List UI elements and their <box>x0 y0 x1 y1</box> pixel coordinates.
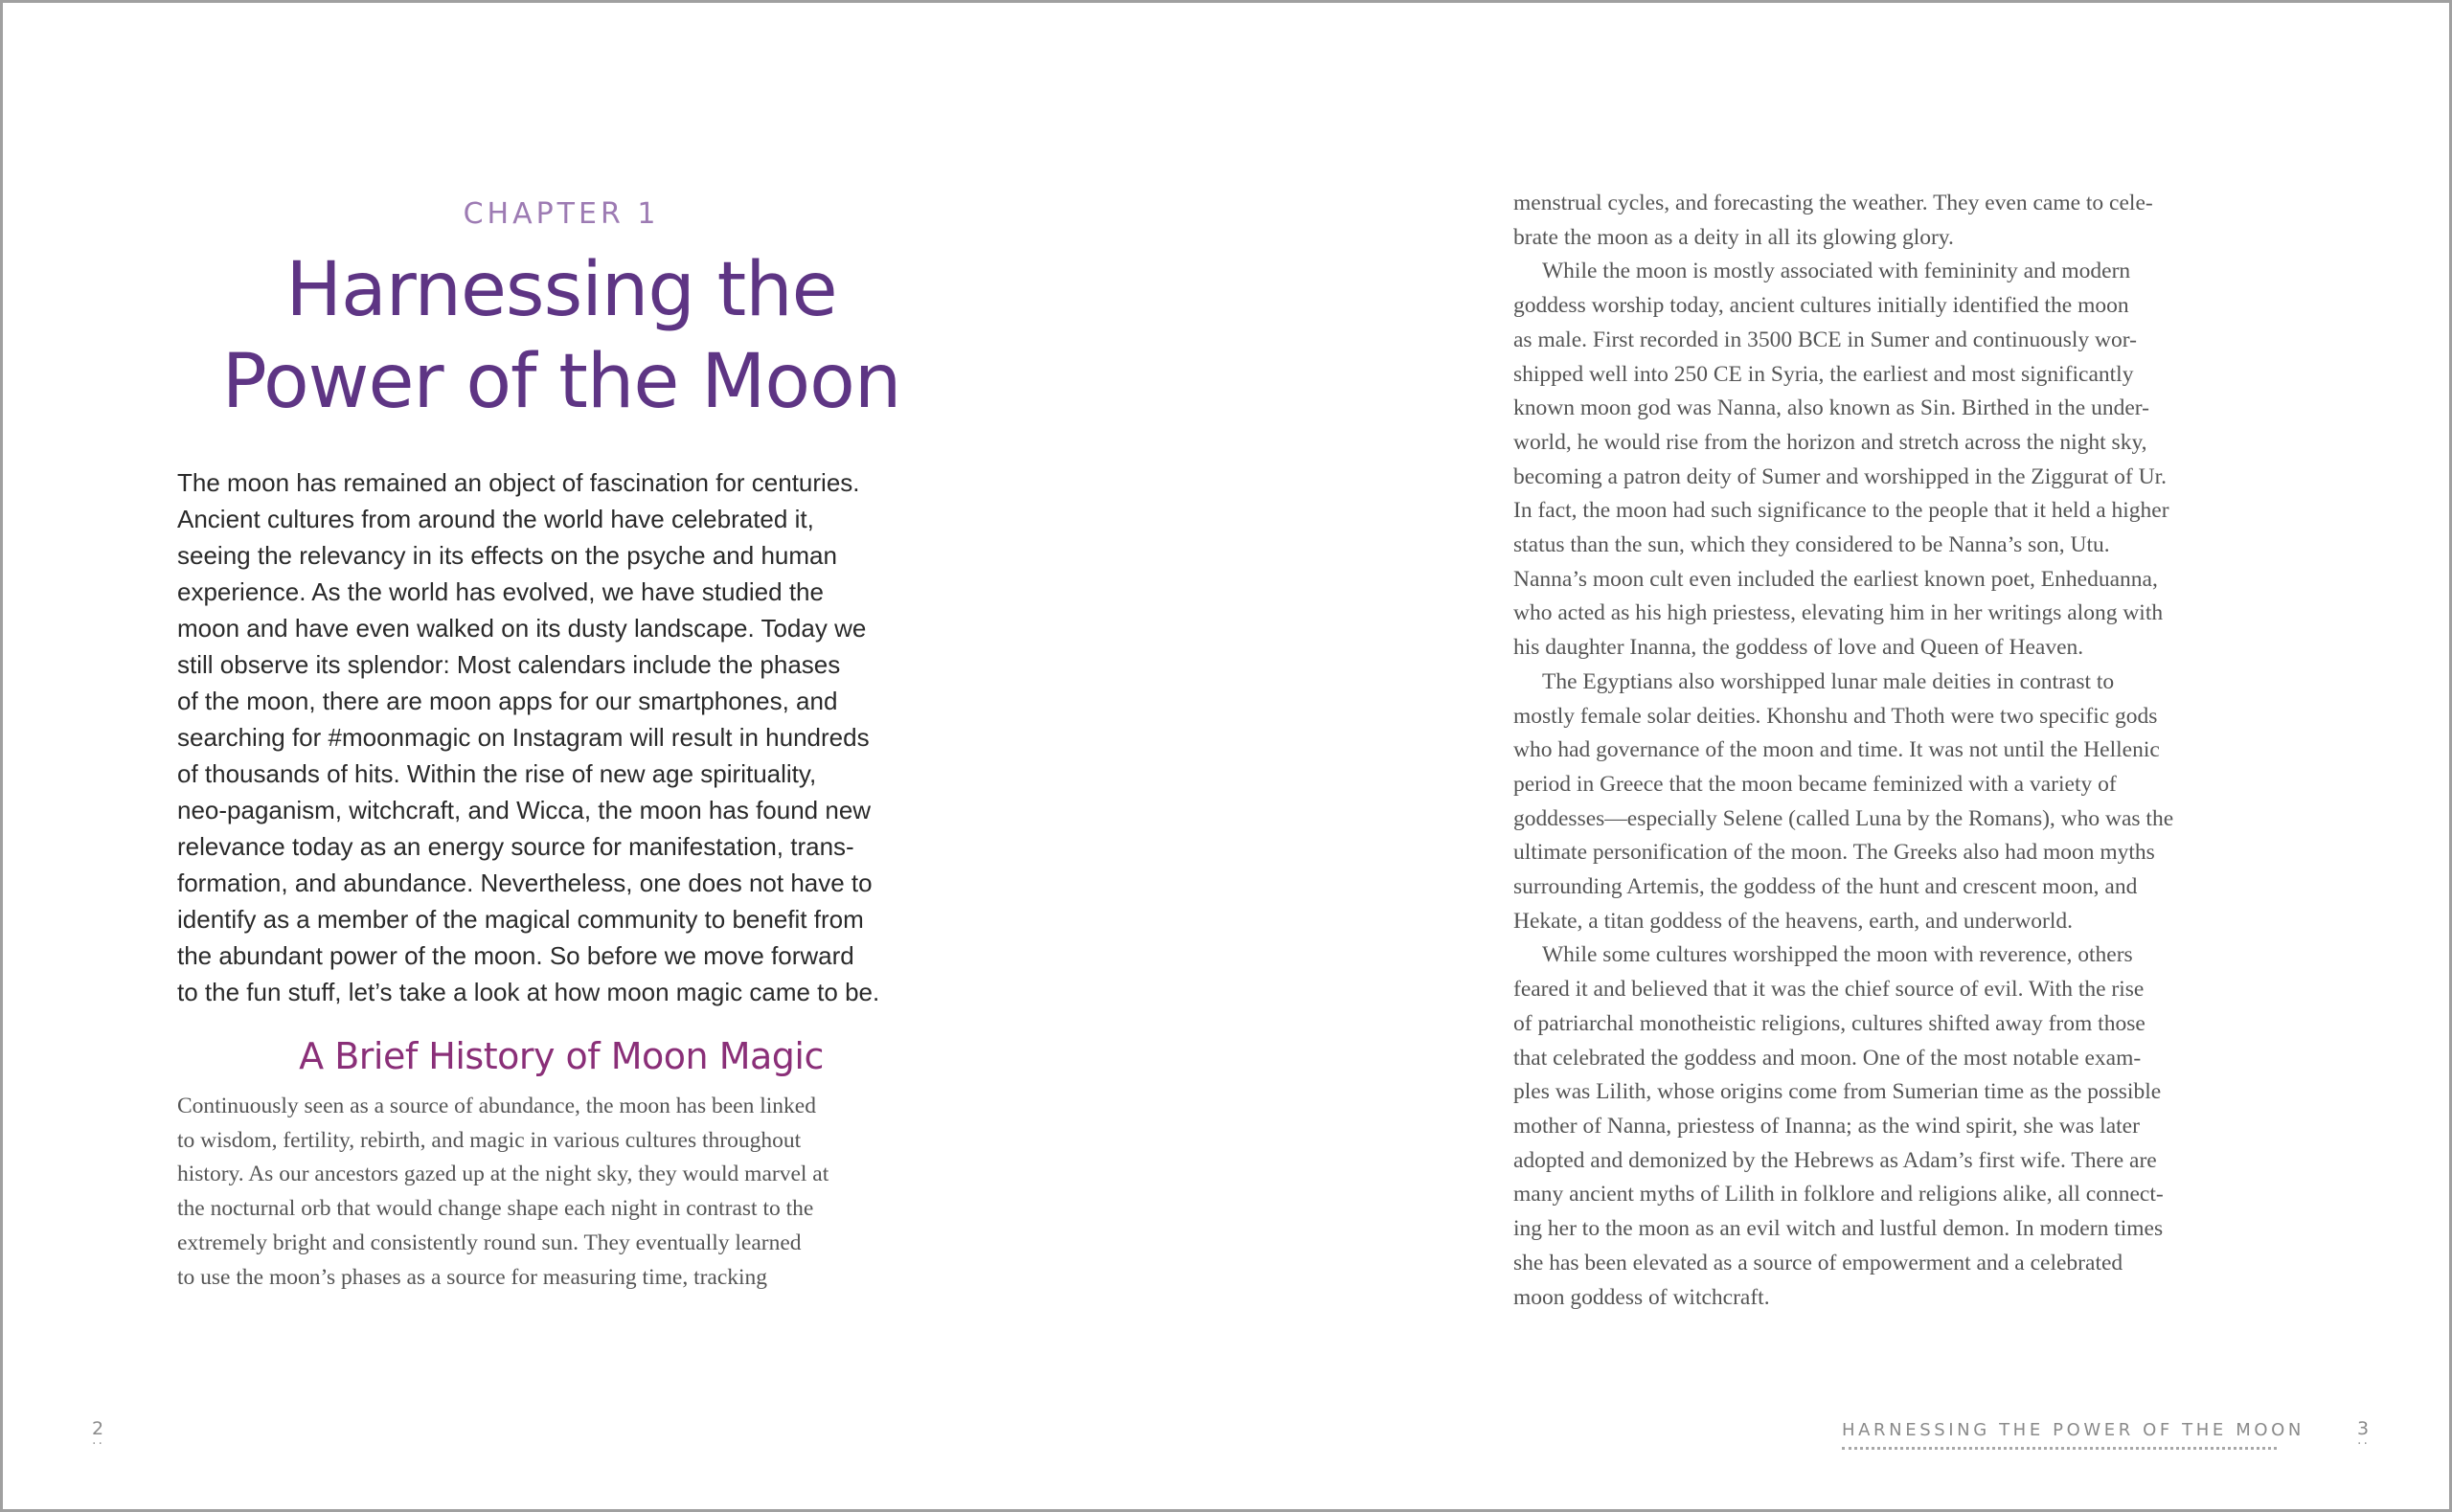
text-line: who acted as his high priestess, elevating him in her writings along with <box>1513 600 2164 626</box>
text-line: Nanna’s moon cult even included the earliest known poet, Enheduanna, <box>1513 566 2158 592</box>
text-line: In fact, the moon had such significance to the people that it held a higher <box>1513 498 2169 524</box>
text-line: moon and have even walked on its dusty landscape. Today we <box>177 614 867 643</box>
text-line: of the moon, there are moon apps for our smartphones, and <box>177 687 838 715</box>
chapter-label: CHAPTER 1 <box>463 197 660 231</box>
text-line: shipped well into 250 CE in Syria, the earliest and most significantly <box>1513 361 2134 387</box>
page-number-text: 2 <box>92 1418 104 1439</box>
intro-paragraph <box>177 464 963 1010</box>
text-line: The moon has remained an object of fascination for centuries. <box>177 468 860 497</box>
text-line: period in Greece that the moon became feminized with a variety of <box>1513 771 2117 797</box>
text-line: searching for #moonmagic on Instagram will result in hundreds <box>177 723 870 752</box>
body-text-left <box>177 1090 963 1295</box>
text-line: she has been elevated as a source of empowerment and a celebrated <box>1513 1250 2123 1275</box>
text-line: seeing the relevancy in its effects on the psyche and human <box>177 541 837 570</box>
text-line: feared it and believed that it was the chief source of evil. With the rise <box>1513 977 2145 1003</box>
text-line: extremely bright and consistently round sun. They eventually learned <box>177 1230 802 1255</box>
text-line: Continuously seen as a source of abundance, the moon has been linked <box>177 1094 816 1118</box>
text-line: as male. First recorded in 3500 BCE in Sumer and continuously wor- <box>1513 327 2137 352</box>
book-spread <box>3 3 2449 1509</box>
text-line: ultimate personification of the moon. The Greeks also had moon myths <box>1513 840 2155 866</box>
section-heading: A Brief History of Moon Magic <box>299 1035 824 1077</box>
text-line: who had governance of the moon and time. It was not until the Hellenic <box>1513 737 2160 763</box>
text-line: to wisdom, fertility, rebirth, and magic in various cultures throughout <box>177 1127 802 1153</box>
text-line: menstrual cycles, and forecasting the weather. They even came to cele- <box>1513 191 2153 215</box>
text-line: Hekate, a titan goddess of the heavens, earth, and underworld. <box>1513 908 2074 934</box>
text-line: Ancient cultures from around the world have celebrated it, <box>177 505 814 533</box>
text-line: many ancient myths of Lilith in folklore and religions alike, all connect- <box>1513 1182 2164 1207</box>
text-line: identify as a member of the magical community to benefit from <box>177 905 864 934</box>
left-page <box>3 3 1226 1509</box>
running-head-dotted-rule <box>1842 1447 2277 1450</box>
body-text-right <box>1513 187 2299 1315</box>
text-line: the nocturnal orb that would change shape each night in contrast to the <box>177 1196 814 1222</box>
text-line: to use the moon’s phases as a source for measuring time, tracking <box>177 1264 768 1290</box>
text-line: his daughter Inanna, the goddess of love and Queen of Heaven. <box>1513 635 2084 661</box>
text-line: history. As our ancestors gazed up at the night sky, they would marvel at <box>177 1162 829 1187</box>
chapter-title-line: Harnessing the <box>285 247 837 333</box>
text-line: known moon god was Nanna, also known as Sin. Birthed in the under- <box>1513 395 2149 421</box>
text-line: experience. As the world has evolved, we have studied the <box>177 577 824 606</box>
text-line: surrounding Artemis, the goddess of the hunt and crescent moon, and <box>1513 874 2138 900</box>
text-line: goddesses—especially Selene (called Luna by the Romans), who was the <box>1513 805 2174 831</box>
text-line: ples was Lilith, whose origins come from Sumerian time as the possible <box>1513 1079 2162 1105</box>
text-line: moon goddess of witchcraft. <box>1513 1284 1770 1310</box>
text-line: neo-paganism, witchcraft, and Wicca, the moon has found new <box>177 796 872 824</box>
text-line: world, he would rise from the horizon and stretch across the night sky, <box>1513 429 2147 455</box>
text-line: formation, and abundance. Nevertheless, one does not have to <box>177 869 873 897</box>
text-line: becoming a patron deity of Sumer and worshipped in the Ziggurat of Ur. <box>1513 463 2167 489</box>
text-line: of patriarchal monotheistic religions, cultures shifted away from those <box>1513 1010 2146 1036</box>
page-number-text: 3 <box>2357 1418 2370 1439</box>
text-line: adopted and demonized by the Hebrews as Adam’s first wife. There are <box>1513 1147 2157 1173</box>
folio-dots: ·· <box>92 1436 104 1452</box>
page-number-right <box>2357 1418 2370 1452</box>
text-line: While some cultures worshipped the moon with reverence, others <box>1542 942 2133 968</box>
text-line: While the moon is mostly associated with femininity and modern <box>1542 259 2131 284</box>
folio-dots: ·· <box>2357 1436 2370 1452</box>
text-line: to the fun stuff, let’s take a look at how moon magic came to be. <box>177 978 880 1006</box>
text-line: mostly female solar deities. Khonshu and Thoth were two specific gods <box>1513 703 2158 729</box>
text-line: The Egyptians also worshipped lunar male deities in contrast to <box>1542 668 2115 694</box>
chapter-title-line: Power of the Moon <box>221 339 901 425</box>
text-line: the abundant power of the moon. So before we move forward <box>177 941 854 970</box>
text-line: still observe its splendor: Most calendars include the phases <box>177 650 841 679</box>
text-line: that celebrated the goddess and moon. One of the most notable exam- <box>1513 1045 2142 1071</box>
text-line: brate the moon as a deity in all its glowing glory. <box>1513 224 1954 250</box>
text-line: ing her to the moon as an evil witch and lustful demon. In modern times <box>1513 1216 2164 1242</box>
text-line: status than the sun, which they considered to be Nanna’s son, Utu. <box>1513 532 2110 558</box>
text-line: goddess worship today, ancient cultures initially identified the moon <box>1513 293 2129 319</box>
page-number-left <box>92 1418 104 1452</box>
text-line: of thousands of hits. Within the rise of new age spirituality, <box>177 759 817 788</box>
text-line: mother of Nanna, priestess of Inanna; as the wind spirit, she was later <box>1513 1113 2140 1139</box>
text-line: relevance today as an energy source for manifestation, trans- <box>177 832 854 861</box>
running-head: HARNESSING THE POWER OF THE MOON <box>1842 1420 2304 1440</box>
chapter-title <box>130 244 992 428</box>
right-page <box>1226 3 2449 1509</box>
